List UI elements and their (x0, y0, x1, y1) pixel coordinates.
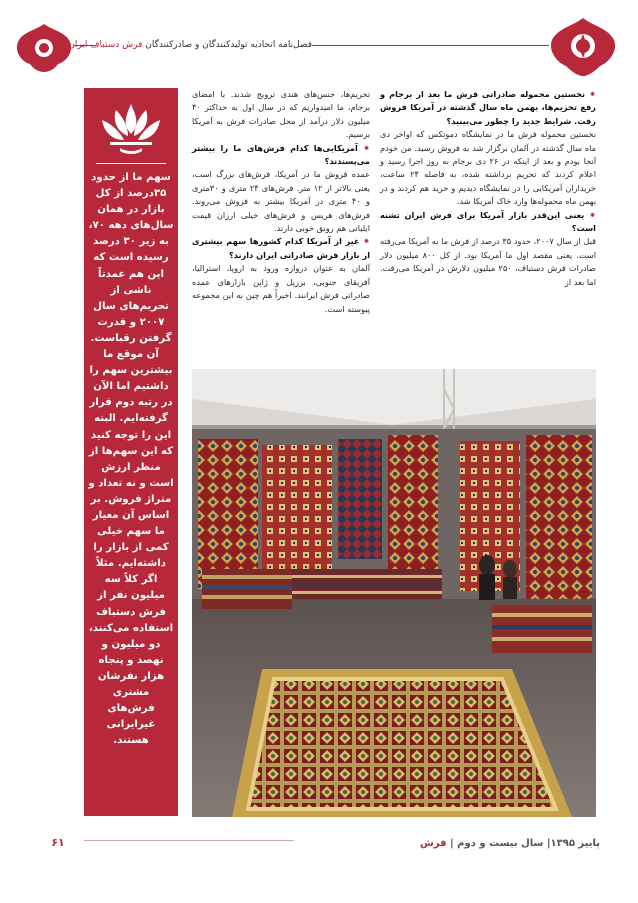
question-marker-icon: ⁕ (363, 236, 370, 247)
header-title (68, 38, 312, 52)
answer-2-continued: تحریم‌ها، جنس‌های هندی ترویج شدند. با امضای برجام، ما امیدواریم که در سال اول به حداکثر ۴۰ میلیون دلار درآمد از محل صادرات فرش به آمریکا برسیم. (192, 89, 370, 140)
footer-issue (300, 838, 600, 852)
header-title-prefix: فصل‌نامه اتحادیه تولیدکنندگان و صادرکنندگان (145, 40, 312, 50)
answer-4: آلمان به عنوان دروازه ورود به اروپا، استرالیا، آفریقای جنوبی، برزیل و ژاپن بازارهای عمده صادراتی فرش ایرانند. اخیراً هم چین به این مجموعه پیوسته است. (192, 263, 370, 314)
question-3-text: آمریکایی‌ها کدام فرش‌های ما را بیشتر می‌پسندند؟ (192, 142, 370, 167)
question-marker-icon: ⁕ (589, 89, 596, 99)
footer-rule (84, 840, 294, 841)
answer-2: قبل از سال ۲۰۰۷، حدود ۳۵ درصد از فرش ما به آمریکا می‌رفته است. یعنی مقصد اول ما آمریکا بود. از کل ۸۰۰ میلیون دلار صادرات فرش دستباف، ۲۵۰ میلیون دلارش در آمریکا می‌رفت. اما بعد از (380, 236, 596, 287)
header-ornament-left (14, 22, 74, 74)
question-marker-icon: ⁕ (589, 209, 596, 220)
question-2-text: یعنی این‌قدر بازار آمریکا برای فرش ایران تشنه است؟ (380, 209, 596, 234)
header-title-brand: فرش دستباف ایران (68, 40, 143, 50)
question-4 (192, 235, 370, 262)
question-2 (380, 209, 596, 236)
article-column-middle (192, 88, 370, 316)
lotus-motif-icon (96, 100, 166, 156)
page-number: ۶۱ (51, 836, 65, 849)
carpet-exhibition-photo (192, 369, 596, 817)
question-marker-icon: ⁕ (363, 142, 370, 153)
question-1 (380, 88, 596, 128)
question-4-text: غیر از آمریکا کدام کشورها سهم بیشتری از بازار فرش صادراتی ایران دارند؟ (192, 236, 370, 260)
pull-quote-rule (96, 163, 166, 164)
question-3 (192, 142, 370, 169)
footer-issue-text: پاییز ۱۳۹۵| سال بیست و دوم | (450, 838, 600, 849)
answer-3: عمده فروش ما در آمریکا، فرش‌های بزرگ است، یعنی بالاتر از ۱۲ متر. فرش‌های ۲۴ متری و ۳۰متری و ۴۰ متری در آمریکا بیشتر به فروش می‌روند. فرش‌های هریس و فرش‌های خیلی ارزان قیمت ایلیاتی هم رونق خوبی دارند. (192, 169, 370, 234)
footer-brand: فرش (419, 838, 447, 849)
answer-1: نخستین محموله فرش ما در نمایشگاه دموتکس که اواخر دی ماه سال گذشته در آلمان برگزار شد به فروش رسید. من خودم آنجا بودم و بعد از اینکه در ۲۶ دی برجام به روز اجرا رسید و اعلام کردند که تحریم برداشته شده، به فاصله ۲۴ ساعت، خریداران آمریکایی را در نمایشگاه دیدیم و خرید هم کردند و در بهمن ماه محموله‌ها وارد خاک آمریکا شد. (380, 129, 596, 207)
pull-quote-text: سهم ما از حدود ۳۵درصد از کل بازار در همان سال‌های دهه ۷۰، به زیر ۳۰ درصد رسیده است که این هم عمدتاً ناشی از تحریم‌های سال ۲۰۰۷ و قدرت گرفتن رقباست. آن موقع ما بیشترین سهم را داشتیم اما الآن در رتبه دوم قرار گرفته‌ایم. البته این را توجه کنید که این سهم‌ها از منظر ارزش است و نه تعداد و متراژ فروش. بر اساس آن معیار ما سهم خیلی کمی از بازار را داشته‌ایم. مثلاً اگر کلاً سه میلیون نفر از فرش دستباف استفاده می‌کنند، دو میلیون و نهصد و پنجاه هزار نفرشان مشتری فرش‌های غیرایرانی هستند. (88, 172, 174, 747)
article-column-right (380, 88, 596, 289)
header-ornament-right (548, 16, 618, 78)
question-1-text: نخستین محموله صادراتی فرش ما بعد از برجام و رفع تحریم‌ها، بهمن ماه سال گذشته در آمریکا فروش رفت. شرایط جدید را چطور می‌بینید؟ (380, 89, 596, 126)
